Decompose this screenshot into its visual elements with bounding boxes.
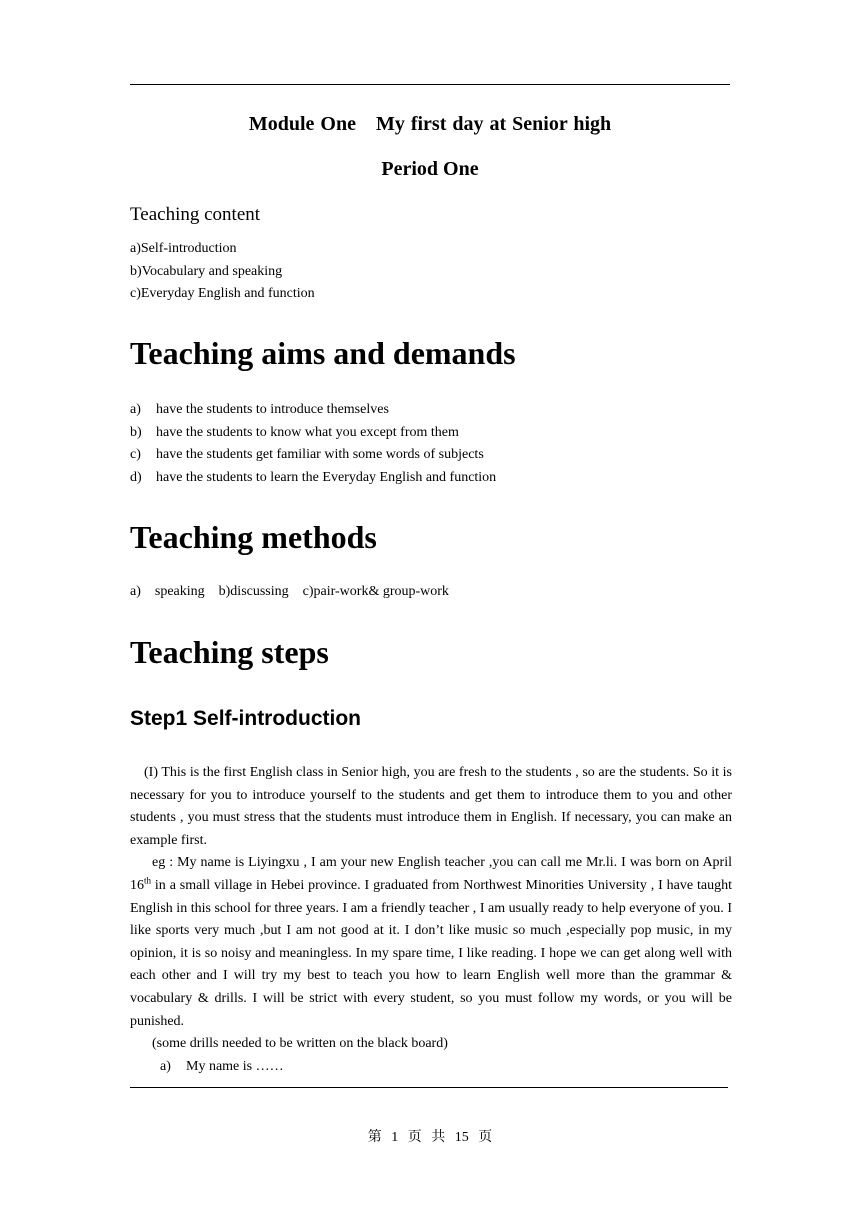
- list-text: have the students to learn the Everyday English and function: [156, 469, 497, 485]
- footer-rule: [130, 1087, 728, 1088]
- list-item: b)Vocabulary and speaking: [130, 263, 283, 279]
- list-text: My name is ……: [186, 1058, 284, 1074]
- paragraph-text: eg : My name is Liyingxu , I am your new English teacher ,you can call me Mr.li. I was born on April 16: [130, 855, 732, 893]
- paragraph-text: in a small village in Hebei province. I graduated from Northwest Minorities University , I have taught English in this school for three years. I am a friendly teacher , I am usually ready to help everyone of you. I like sports very much ,but I am not good at it. I don’t like music so much ,especially pop music, in my opinion, it is so noisy and meaningless. In my spare time, I like reading. I hope we can get along well with each other and I will try my best to teach you how to learn English well more than the grammar & vocabulary & drills. I will be strict with every student, so you must follow my words, or you will be punished.: [130, 877, 732, 1029]
- teaching-steps-heading: Teaching steps: [130, 634, 329, 670]
- step1-heading: Step1 Self-introduction: [130, 707, 361, 730]
- paragraph: (I) This is the first English class in Senior high, you are fresh to the students , so are the students. So it is necessary for you to introduce yourself to the students and get them to introduce them to you and other students , you must stress that the students must introduce them in English. If necessary, you can make an example first.: [130, 765, 732, 848]
- teaching-aims-list: [130, 399, 496, 489]
- list-marker: a): [130, 402, 141, 417]
- list-text: have the students to know what you except from them: [156, 424, 459, 440]
- list-item: [130, 399, 496, 422]
- list-text: have the students get familiar with some words of subjects: [156, 447, 484, 462]
- header-rule: [130, 84, 730, 85]
- list-item: [130, 444, 496, 467]
- list-marker: b): [130, 424, 142, 440]
- list-item: [130, 1056, 732, 1079]
- list-item: c)Everyday English and function: [130, 286, 315, 301]
- list-marker: c): [130, 447, 141, 462]
- document-title: [130, 113, 730, 136]
- list-item: [130, 467, 496, 490]
- step1-body: [130, 762, 732, 1078]
- teaching-methods-list: a) speaking b)discussing c)pair-work& group-work: [130, 584, 449, 599]
- page-number: 第 1 页 共 15 页: [367, 1130, 493, 1145]
- list-item: a)Self-introduction: [130, 241, 237, 256]
- teaching-content-heading: Teaching content: [130, 204, 261, 225]
- paragraph-note: (some drills needed to be written on the black board): [152, 1036, 448, 1052]
- teaching-aims-heading: Teaching aims and demands: [130, 335, 516, 371]
- list-text: have the students to introduce themselves: [156, 402, 389, 417]
- teaching-content-list: [130, 238, 315, 306]
- document-subtitle: Period One: [381, 158, 479, 180]
- title-module: Module One: [248, 113, 356, 135]
- list-marker: a): [160, 1058, 171, 1074]
- title-topic: My first day at Senior high: [375, 113, 612, 135]
- superscript: th: [144, 875, 152, 886]
- paragraph-example: [130, 852, 732, 1033]
- teaching-methods-heading: Teaching methods: [130, 519, 377, 555]
- list-item: [130, 422, 496, 445]
- list-marker: d): [130, 469, 142, 485]
